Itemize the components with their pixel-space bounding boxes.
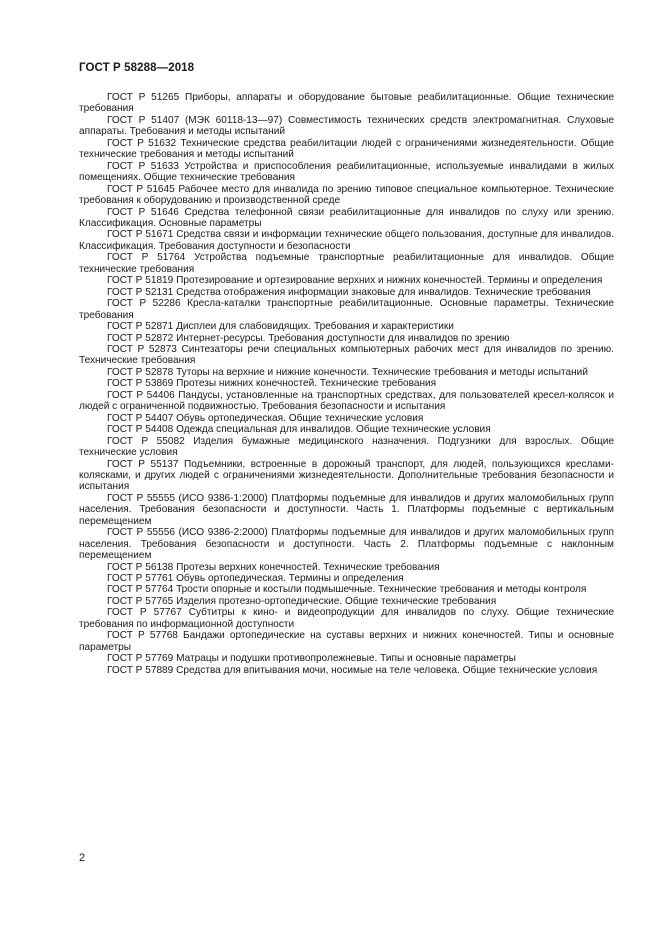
reference-entry: ГОСТ Р 55555 (ИСО 9386-1:2000) Платформы подъемные для инвалидов и других маломобильных групп населения. Требования безопасности и доступности. Часть 1. Платформы подъемные с вертикальным перемещением	[79, 492, 614, 527]
reference-entry: ГОСТ Р 51819 Протезирование и ортезирование верхних и нижних конечностей. Термины и определения	[107, 275, 603, 287]
reference-entry: ГОСТ Р 52878 Туторы на верхние и нижние конечности. Технические требования и методы испытаний	[107, 366, 588, 378]
reference-entry: ГОСТ Р 51632 Технические средства реабилитации людей с ограничениями жизнедеятельности. Общие технические требования и методы испытаний	[79, 137, 614, 161]
reference-entry: ГОСТ Р 54406 Пандусы, установленные на транспортных средствах, для пользователей кресел-колясок и людей с ограниченной подвижностью. Требования безопасности и испытания	[79, 389, 614, 413]
reference-entry: ГОСТ Р 51633 Устройства и приспособления реабилитационные, используемые инвалидами в жилых помещениях. Общие технические требования	[79, 160, 614, 184]
reference-entry: ГОСТ Р 51646 Средства телефонной связи реабилитационные для инвалидов по слуху или зрению. Классификация. Основные параметры	[79, 206, 614, 229]
reference-entry: ГОСТ Р 54407 Обувь ортопедическая. Общие технические условия	[107, 412, 424, 424]
reference-entry: ГОСТ Р 57761 Обувь ортопедическая. Термины и определения	[107, 573, 404, 585]
reference-entry: ГОСТ Р 56138 Протезы верхних конечностей. Технические требования	[107, 561, 440, 573]
reference-entry: ГОСТ Р 52131 Средства отображения информации знаковые для инвалидов. Технические требования	[107, 286, 591, 298]
reference-entry: ГОСТ Р 57767 Субтитры к кино- и видеопродукции для инвалидов по слуху. Общие технические требования по информационной доступности	[79, 607, 614, 630]
reference-entry: ГОСТ Р 51645 Рабочее место для инвалида по зрению типовое специальное компьютерное. Технические требования к оборудованию и производственной среде	[79, 183, 614, 207]
reference-entry: ГОСТ Р 55556 (ИСО 9386-2:2000) Платформы подъемные для инвалидов и других маломобильных групп населения. Требования безопасности и доступности. Часть 2. Платформы подъемные с наклонным перемещением	[79, 527, 614, 562]
reference-entry: ГОСТ Р 51407 (МЭК 60118-13—97) Совместимость технических средств электромагнитная. Слуховые аппараты. Требования и методы испытаний	[79, 114, 614, 138]
reference-entry: ГОСТ Р 54408 Одежда специальная для инвалидов. Общие технические условия	[107, 424, 491, 436]
reference-entry: ГОСТ Р 51265 Приборы, аппараты и оборудование бытовые реабилитационные. Общие технические требования	[79, 92, 614, 115]
reference-entry: ГОСТ Р 53869 Протезы нижних конечностей. Технические требования	[107, 378, 437, 390]
reference-entry: ГОСТ Р 57764 Трости опорные и костыли подмышечные. Технические требования и методы контроля	[107, 584, 587, 596]
reference-entry: ГОСТ Р 57769 Матрацы и подушки противопролежневые. Типы и основные параметры	[107, 653, 516, 665]
reference-entry: ГОСТ Р 52873 Синтезаторы речи специальных компьютерных рабочих мест для инвалидов по зрению. Технические требования	[79, 343, 614, 367]
document-header-title: ГОСТ Р 58288—2018	[79, 62, 195, 74]
normative-references-list	[79, 92, 614, 676]
page-number: 2	[79, 852, 86, 864]
reference-entry: ГОСТ Р 55082 Изделия бумажные медицинского назначения. Подгузники для взрослых. Общие технические условия	[79, 435, 614, 459]
reference-entry: ГОСТ Р 57768 Бандажи ортопедические на суставы верхних и нижних конечностей. Типы и основные параметры	[79, 630, 614, 653]
reference-entry: ГОСТ Р 52872 Интернет-ресурсы. Требования доступности для инвалидов по зрению	[107, 332, 510, 344]
reference-entry: ГОСТ Р 52871 Дисплеи для слабовидящих. Требования и характеристики	[107, 321, 454, 333]
reference-entry: ГОСТ Р 51671 Средства связи и информации технические общего пользования, доступные для инвалидов. Классификация. Требования доступности и безопасности	[79, 229, 614, 252]
reference-entry: ГОСТ Р 52286 Кресла-каталки транспортные реабилитационные. Основные параметры. Технические требования	[79, 298, 614, 321]
reference-entry: ГОСТ Р 57765 Изделия протезно-ортопедические. Общие технические требования	[107, 595, 497, 607]
reference-entry: ГОСТ Р 51764 Устройства подъемные транспортные реабилитационные для инвалидов. Общие технические требования	[79, 252, 614, 275]
reference-entry: ГОСТ Р 57889 Средства для впитывания мочи, носимые на теле человека. Общие технические условия	[107, 664, 598, 676]
reference-entry: ГОСТ Р 55137 Подъемники, встроенные в дорожный транспорт, для людей, пользующихся креслами-колясками, и других людей с ограничениями жизнедеятельности. Дополнительные требования безопасности и испытания	[79, 458, 614, 493]
